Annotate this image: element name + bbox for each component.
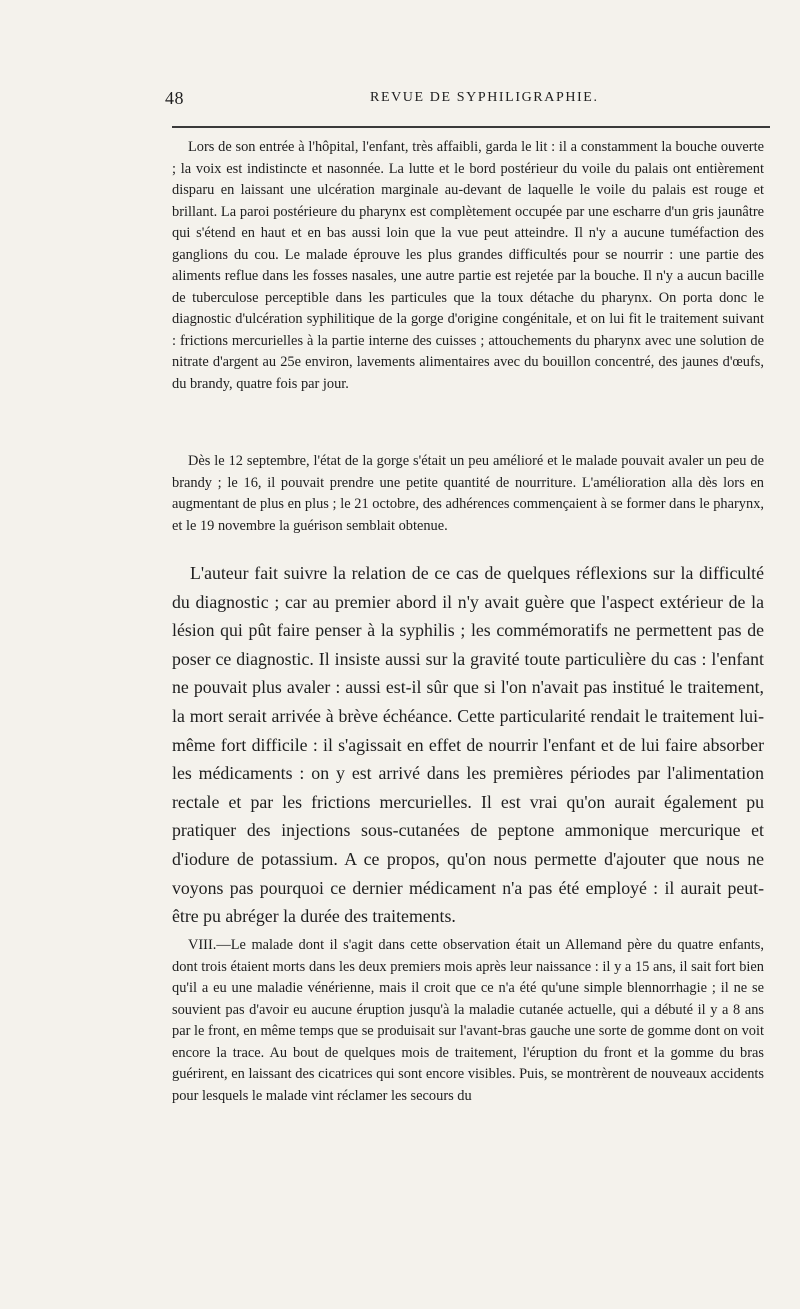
running-title: REVUE DE SYPHILIGRAPHIE. (370, 90, 599, 105)
paragraph-author-commentary: L'auteur fait suivre la relation de ce cas de quelques réflexions sur la difficulté du diagnostic ; car au premier abord il n'y avait guère que l'aspect extérieur de la lésion qui pût faire penser à la syphilis ; les commémoratifs ne permettent pas de poser ce diagnostic. Il insiste aussi sur la gravité toute particulière du cas : l'enfant ne pouvait plus avaler : aussi est-il sûr que si l'on n'avait pas institué le traitement, la mort serait arrivée à brève échéance. Cette particularité rendait le traitement lui-même fort difficile : il s'agissait en effet de nourrir l'enfant et de lui faire absorber les médicaments : on y est arrivé dans les premières périodes par l'alimentation rectale et par les frictions mercurielles. Il est vrai qu'on aurait également pu pratiquer des injections sous-cutanées de peptone ammonique mercurique et d'iodure de potassium. A ce propos, qu'on nous permette d'ajouter que nous ne voyons pas pourquoi ce dernier médicament n'a pas été employé : il aurait peut-être pu abréger la durée des traitements. (172, 563, 764, 927)
header-rule (172, 126, 770, 128)
paragraph-case-description: Lors de son entrée à l'hôpital, l'enfant, très affaibli, garda le lit : il a constamment la bouche ouverte ; la voix est indistincte et nasonnée. La lutte et le bord postérieur du voile du palais ont entièrement disparu en laissant une ulcération marginale au-devant de laquelle le voile du palais est rouge et brillant. La paroi postérieure du pharynx est complètement occupée par une escharre d'un gris jaunâtre qui s'étend en haut et en bas aussi loin que la vue peut atteindre. Il n'y a aucune tuméfaction des ganglions du cou. Le malade éprouve les plus grandes difficultés pour se nourrir : une partie des aliments reflue dans les fosses nasales, une autre partie est rejetée par la bouche. Il n'y a aucun bacille de tuberculose perceptible dans les particules que la toux détache du pharynx. On porta donc le diagnostic d'ulcération syphilitique de la gorge d'origine congénitale, et on lui fit le traitement suivant : frictions mercurielles à la partie interne des cuisses ; attouchements du pharynx avec une solution de nitrate d'argent au 25e environ, lavements alimentaires avec du bouillon concentré, des jaunes d'œufs, du brandy, quatre fois par jour. (172, 139, 764, 393)
page-number: 48 (165, 88, 184, 108)
paragraph-observation-viii: VIII.—Le malade dont il s'agit dans cette observation était un Allemand père du quatre enfants, dont trois étaient morts dans les deux premiers mois après leur naissance : il y a 15 ans, il sait fort bien qu'il a eu une maladie vénérienne, mais il croit que ce n'a été qu'une simple blennorrhagie ; il ne se souvient pas d'avoir eu aucune éruption jusqu'à la maladie cutanée actuelle, qui a débuté il y a 8 ans par le front, en même temps que se produisait sur l'avant-bras gauche une sorte de gomme dont on voit encore la trace. Au bout de quelques mois de traitement, l'éruption du front et la gomme du bras guérirent, en laissant des cicatrices qui sont encore visibles. Puis, se montrèrent de nouveaux accidents pour lesquels le malade vint réclamer les secours du (172, 937, 764, 1104)
paragraph-case-progress: Dès le 12 septembre, l'état de la gorge s'était un peu amélioré et le malade pouvait avaler un peu de brandy ; le 16, il pouvait prendre une petite quantité de nourriture. L'amélioration alla dès lors en augmentant de plus en plus ; le 21 octobre, des adhérences commençaient à se former dans le pharynx, et le 19 novembre la guérison semblait obtenue. (172, 453, 764, 534)
